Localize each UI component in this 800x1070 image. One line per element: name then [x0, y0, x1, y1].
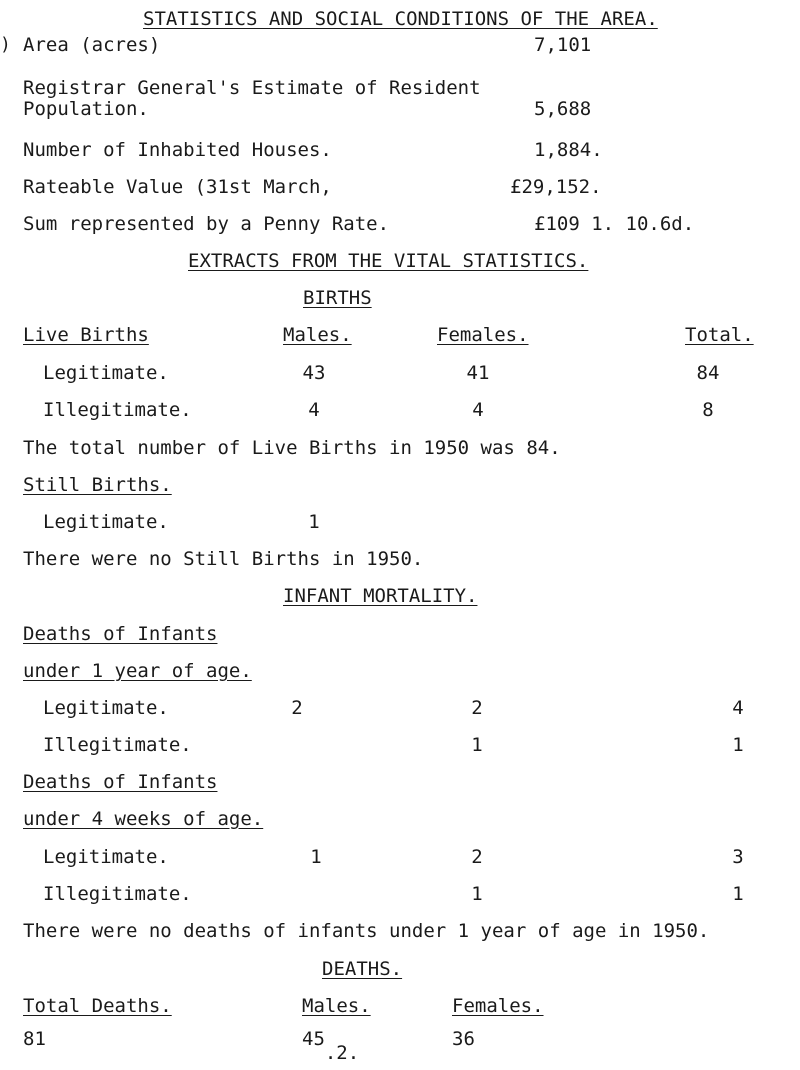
live-illegit-label: Illegitimate. — [43, 399, 192, 421]
population-label-line2: Population. — [23, 98, 149, 120]
infant-mortality-heading: INFANT MORTALITY. — [283, 585, 478, 607]
still-births-heading: Still Births. — [23, 474, 172, 496]
live-illegit-total: 8 — [702, 399, 714, 421]
houses-label: Number of Inhabited Houses. — [23, 139, 332, 161]
total-deaths-value: 81 — [23, 1028, 46, 1050]
year-illegit-total: 1 — [732, 734, 744, 756]
year-legit-females: 2 — [471, 697, 483, 719]
vital-statistics-title: EXTRACTS FROM THE VITAL STATISTICS. — [188, 250, 589, 272]
weeks-heading-line2: under 4 weeks of age. — [23, 808, 264, 830]
still-legit-value: 1 — [308, 511, 320, 533]
weeks-illegit-total: 1 — [732, 883, 744, 905]
weeks-legit-total: 3 — [732, 846, 744, 868]
houses-value: 1,884. — [534, 139, 603, 161]
weeks-illegit-label: Illegitimate. — [43, 883, 192, 905]
year-legit-label: Legitimate. — [43, 697, 169, 719]
live-legit-label: Legitimate. — [43, 362, 169, 384]
weeks-legit-males: 1 — [310, 846, 322, 868]
year-legit-males: 2 — [291, 697, 303, 719]
live-legit-males: 43 — [302, 362, 326, 384]
penny-rate-label: Sum represented by a Penny Rate. — [23, 213, 390, 235]
deaths-females-value: 36 — [452, 1028, 475, 1050]
penny-rate-value: £109 1. 10.6d. — [534, 213, 695, 235]
deaths-heading: DEATHS. — [322, 958, 403, 980]
total-deaths-label: Total Deaths. — [23, 995, 172, 1017]
year-legit-total: 4 — [732, 697, 744, 719]
weeks-heading-line1: Deaths of Infants — [23, 771, 218, 793]
year-illegit-females: 1 — [471, 734, 483, 756]
weeks-legit-label: Legitimate. — [43, 846, 169, 868]
live-births-heading: Live Births — [23, 324, 149, 346]
live-births-note: The total number of Live Births in 1950 was 84. — [23, 437, 561, 459]
page-number: .2. — [324, 1042, 360, 1064]
area-label: Area (acres) — [23, 34, 161, 56]
population-label-line1: Registrar General's Estimate of Resident — [23, 77, 481, 99]
infant-deaths-note: There were no deaths of infants under 1 year of age in 1950. — [23, 920, 710, 942]
year-illegit-label: Illegitimate. — [43, 734, 192, 756]
rateable-label: Rateable Value (31st March, — [23, 176, 332, 198]
deaths-females-label: Females. — [452, 995, 544, 1017]
live-legit-total: 84 — [696, 362, 720, 384]
margin-mark: ) — [0, 34, 11, 55]
col-females: Females. — [437, 324, 529, 346]
live-legit-females: 41 — [466, 362, 490, 384]
rateable-value: £29,152. — [510, 176, 602, 198]
col-males: Males. — [283, 324, 352, 346]
still-legit-label: Legitimate. — [43, 511, 169, 533]
deaths-males-value: 45 — [302, 1028, 325, 1050]
year-heading-line1: Deaths of Infants — [23, 623, 218, 645]
page-title: STATISTICS AND SOCIAL CONDITIONS OF THE AREA. — [143, 8, 658, 30]
live-illegit-females: 4 — [472, 399, 484, 421]
live-illegit-males: 4 — [308, 399, 320, 421]
deaths-males-label: Males. — [302, 995, 371, 1017]
year-heading-line2: under 1 year of age. — [23, 660, 252, 682]
col-total: Total. — [685, 324, 754, 346]
still-births-note: There were no Still Births in 1950. — [23, 548, 424, 570]
population-value: 5,688 — [534, 98, 592, 120]
area-value: 7,101 — [534, 34, 592, 56]
weeks-illegit-females: 1 — [471, 883, 483, 905]
weeks-legit-females: 2 — [471, 846, 483, 868]
births-heading: BIRTHS — [303, 287, 372, 309]
